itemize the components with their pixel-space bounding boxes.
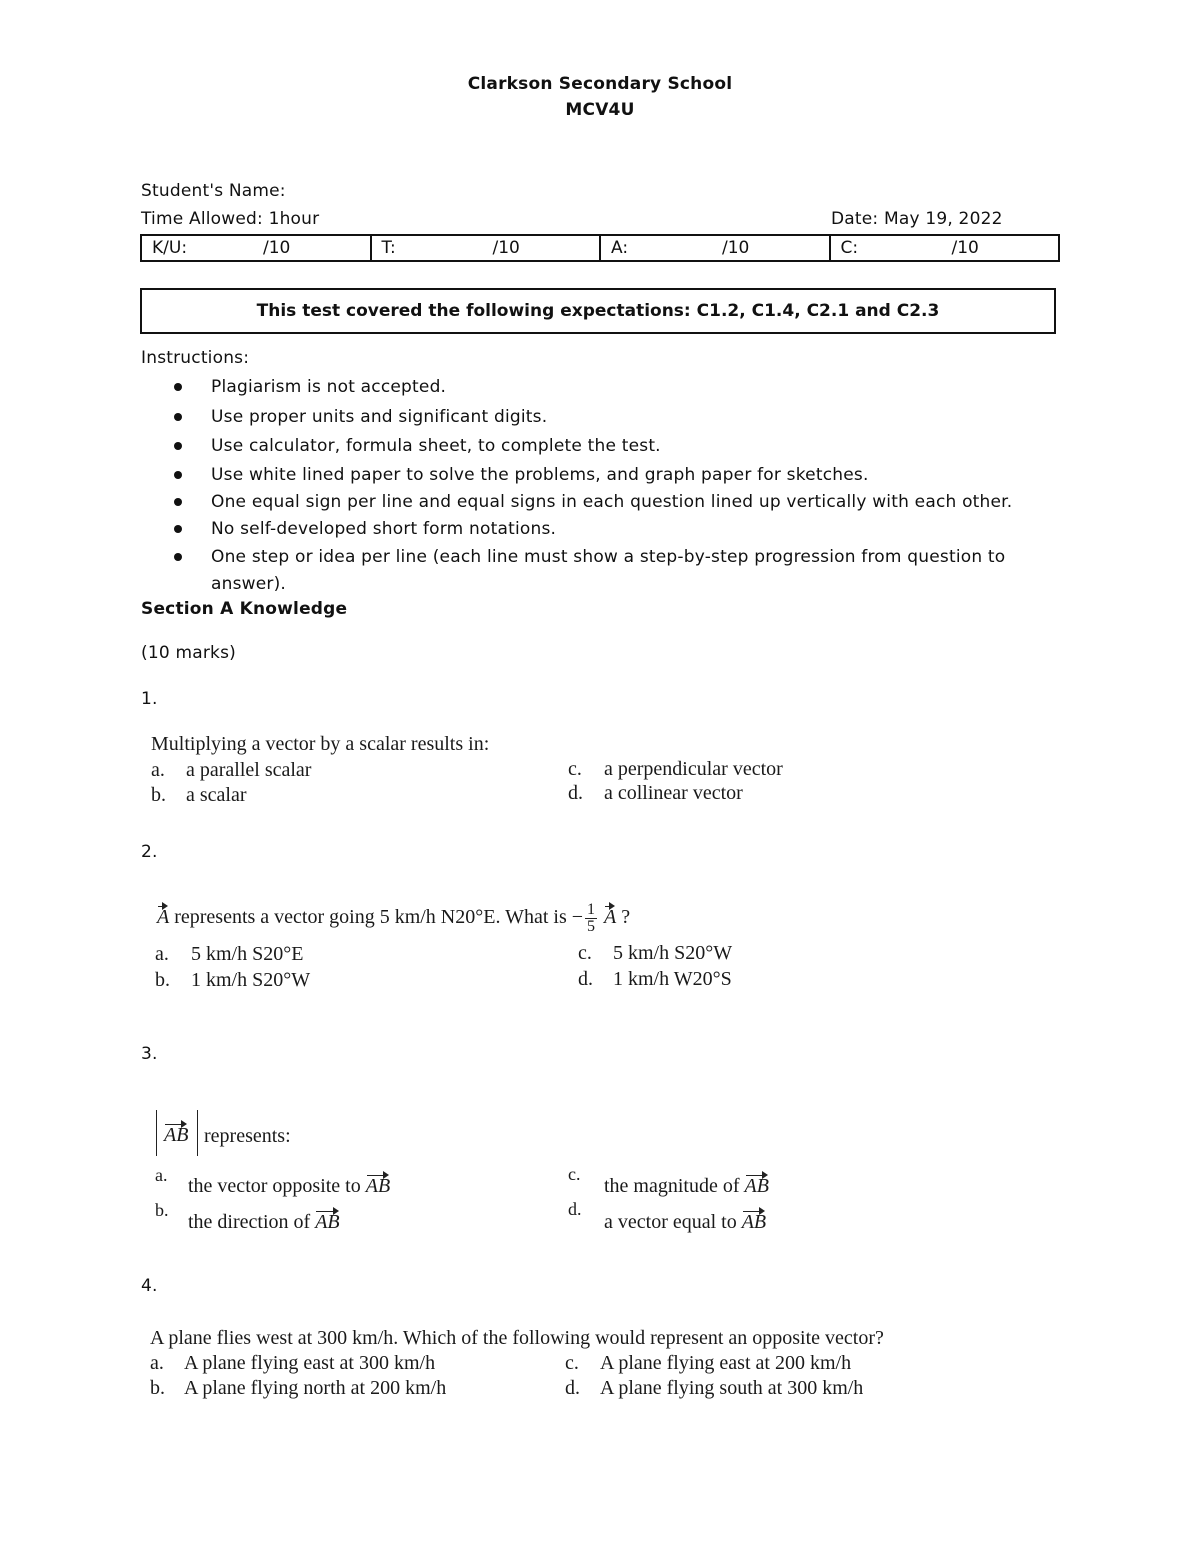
score-out-of: /10 [951,238,979,258]
fraction-numerator: 1 [587,901,596,918]
vector-symbol: A [157,906,170,929]
option-letter: b. [155,1200,169,1220]
bullet-icon [174,383,182,391]
section-marks: (10 marks) [141,643,236,663]
instruction-item: Use white lined paper to solve the problems, and graph paper for sketches. [211,465,869,485]
option-letter: c. [578,942,592,964]
option-text [604,1211,766,1234]
question-prompt: represents: [204,1125,291,1147]
score-cell-a [601,236,831,260]
question-number: 2. [141,842,158,862]
option-label: a vector equal to [604,1211,737,1233]
question-number: 3. [141,1044,158,1064]
option-letter: b. [151,784,166,806]
vector-symbol: AB [315,1211,340,1233]
option-text: A plane flying south at 300 km/h [600,1377,864,1399]
option-text: A plane flying east at 300 km/h [184,1352,436,1374]
option-label: the direction of [188,1211,311,1233]
option-text [604,1175,769,1198]
option-text [188,1175,390,1198]
option-text: 5 km/h S20°W [613,942,733,964]
question-number: 4. [141,1276,158,1296]
score-table [140,234,1060,262]
prompt-end: ? [621,906,631,929]
course-code: MCV4U [565,100,635,120]
minus-sign: − [571,906,584,929]
option-letter: b. [155,969,170,991]
time-allowed: Time Allowed: 1hour [141,209,320,229]
score-label: K/U: [152,238,188,258]
school-name: Clarkson Secondary School [467,74,733,94]
bullet-icon [174,525,182,533]
option-label: the vector opposite to [188,1175,361,1197]
question-prompt: A plane flies west at 300 km/h. Which of the following would represent an opposite vector? [150,1327,884,1349]
instruction-item: No self-developed short form notations. [211,519,557,539]
option-letter: d. [565,1377,580,1399]
prompt-text: represents a vector going 5 km/h N20°E. What is [174,906,567,929]
score-cell-ku [142,236,372,260]
question-vector [164,1124,188,1147]
score-cell-c [831,236,1059,260]
score-cell-t [372,236,602,260]
option-text [188,1211,340,1234]
test-date: Date: May 19, 2022 [831,209,1003,229]
question-number: 1. [141,689,158,709]
option-letter: b. [150,1377,165,1399]
option-letter: a. [155,1165,168,1185]
option-text: A plane flying east at 200 km/h [600,1352,852,1374]
instruction-item: Plagiarism is not accepted. [211,377,447,397]
question-prompt: Multiplying a vector by a scalar results in: [151,733,490,755]
option-text: 5 km/h S20°E [191,943,304,965]
option-letter: d. [578,968,593,990]
vector-symbol: A [604,906,617,929]
instruction-item-continued: answer). [211,574,287,594]
score-out-of: /10 [263,238,291,258]
option-text: a collinear vector [604,782,743,804]
option-text: A plane flying north at 200 km/h [184,1377,447,1399]
expectations-box: This test covered the following expectations: C1.2, C1.4, C2.1 and C2.3 [140,288,1056,334]
bullet-icon [174,471,182,479]
bullet-icon [174,413,182,421]
section-title: Section A Knowledge [141,599,348,619]
option-text: a parallel scalar [186,759,312,781]
fraction [585,902,597,935]
option-letter: d. [568,1199,582,1219]
option-label: the magnitude of [604,1175,740,1197]
score-label: T: [381,238,396,258]
option-text: 1 km/h S20°W [191,969,311,991]
score-label: C: [840,238,859,258]
option-letter: a. [155,943,169,965]
option-letter: c. [568,758,582,780]
option-letter: c. [565,1352,579,1374]
option-letter: d. [568,782,583,804]
score-label: A: [611,238,629,258]
bullet-icon [174,442,182,450]
instruction-item: One step or idea per line (each line must show a step-by-step progression from question to [211,547,1006,567]
instruction-item: Use proper units and significant digits. [211,407,548,427]
score-out-of: /10 [492,238,520,258]
option-text: 1 km/h W20°S [613,968,732,990]
student-name-label: Student's Name: [141,181,286,201]
instruction-item: One equal sign per line and equal signs in each question lined up vertically with each other. [211,492,1013,512]
instructions-label: Instructions: [141,348,250,368]
vector-symbol: AB [365,1175,391,1197]
bullet-icon [174,498,182,506]
vector-symbol: AB [744,1175,769,1197]
fraction-denominator: 5 [587,918,596,935]
bullet-icon [174,553,182,561]
option-letter: c. [568,1164,581,1184]
vector-symbol: AB [741,1211,767,1233]
score-out-of: /10 [722,238,750,258]
option-letter: a. [151,759,165,781]
question-prompt [157,902,630,935]
option-text: a perpendicular vector [604,758,783,780]
instruction-item: Use calculator, formula sheet, to complete the test. [211,436,661,456]
option-text: a scalar [186,784,247,806]
option-letter: a. [150,1352,164,1374]
vector-symbol: AB [164,1124,189,1146]
